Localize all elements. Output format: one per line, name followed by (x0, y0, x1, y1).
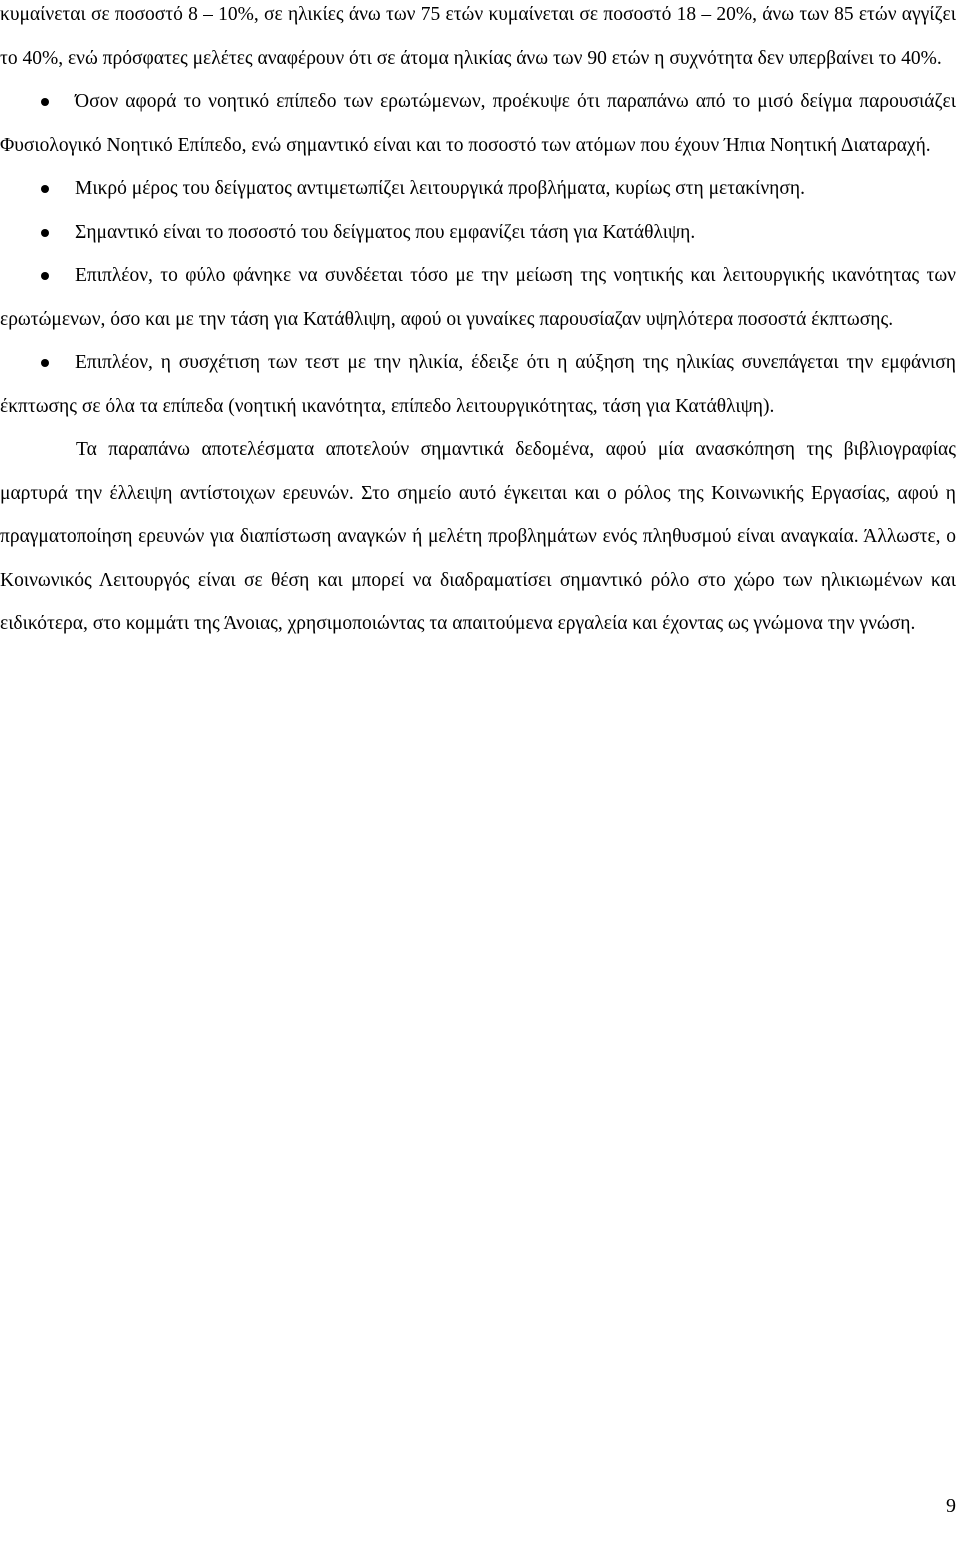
bullet-text: Επιπλέον, το φύλο φάνηκε να συνδέεται τόσο με την μείωση της νοητικής και λειτουργικής ικανότητας των ερωτώμενων, όσο και με την τάση για Κατάθλιψη, αφού οι γυναίκες παρουσίαζαν υψηλότερα ποσοστά έκπτωσης. (0, 265, 956, 330)
bullet-item (0, 80, 956, 167)
page-number: 9 (946, 1495, 956, 1517)
bullet-dot-icon (41, 359, 49, 367)
bullet-item (0, 211, 956, 255)
bullet-item (0, 254, 956, 341)
bullet-text: Επιπλέον, η συσχέτιση των τεστ με την ηλικία, έδειξε ότι η αύξηση της ηλικίας συνεπάγεται την εμφάνιση έκπτωσης σε όλα τα επίπεδα (νοητική ικανότητα, επίπεδο λειτουργικότητας, τάση για Κατάθλιψη). (0, 352, 956, 417)
bullet-dot-icon (41, 272, 49, 280)
bullet-list (0, 80, 956, 428)
bullet-dot-icon (41, 185, 49, 193)
bullet-text: Σημαντικό είναι το ποσοστό του δείγματος που εμφανίζει τάση για Κατάθλιψη. (75, 221, 696, 243)
bullet-text: Όσον αφορά το νοητικό επίπεδο των ερωτώμενων, προέκυψε ότι παραπάνω από το μισό δείγμα παρουσιάζει Φυσιολογικό Νοητικό Επίπεδο, ενώ σημαντικό είναι και το ποσοστό των ατόμων που έχουν Ήπια Νοητική Διαταραχή. (0, 91, 956, 156)
bullet-item (0, 167, 956, 211)
bullet-item (0, 341, 956, 428)
bullet-text: Μικρό μέρος του δείγματος αντιμετωπίζει λειτουργικά προβλήματα, κυρίως στη μετακίνηση. (75, 178, 805, 199)
opening-paragraph: κυμαίνεται σε ποσοστό 8 – 10%, σε ηλικίες άνω των 75 ετών κυμαίνεται σε ποσοστό 18 – 20%, άνω των 85 ετών αγγίζει το 40%, ενώ πρόσφατες μελέτες αναφέρουν ότι σε άτομα ηλικίας άνω των 90 ετών η συχνότητα δεν υπερβαίνει το 40%. (0, 4, 956, 69)
document-page (0, 0, 956, 646)
closing-paragraph: Τα παραπάνω αποτελέσματα αποτελούν σημαντικά δεδομένα, αφού μία ανασκόπηση της βιβλιογραφίας μαρτυρά την έλλειψη αντίστοιχων ερευνών. Στο σημείο αυτό έγκειται και ο ρόλος της Κοινωνικής Εργασίας, αφού η πραγματοποίηση ερευνών για διαπίστωση αναγκών ή μελέτη προβλημάτων ενός πληθυσμού είναι αναγκαία. Άλλωστε, ο Κοινωνικός Λειτουργός είναι σε θέση και μπορεί να διαδραματίσει σημαντικό ρόλο στο χώρο των ηλικιωμένων και ειδικότερα, στο κομμάτι της Άνοιας, χρησιμοποιώντας τα απαιτούμενα εργαλεία και έχοντας ως γνώμονα την γνώση. (0, 439, 956, 634)
bullet-dot-icon (41, 229, 49, 237)
bullet-dot-icon (41, 98, 49, 106)
